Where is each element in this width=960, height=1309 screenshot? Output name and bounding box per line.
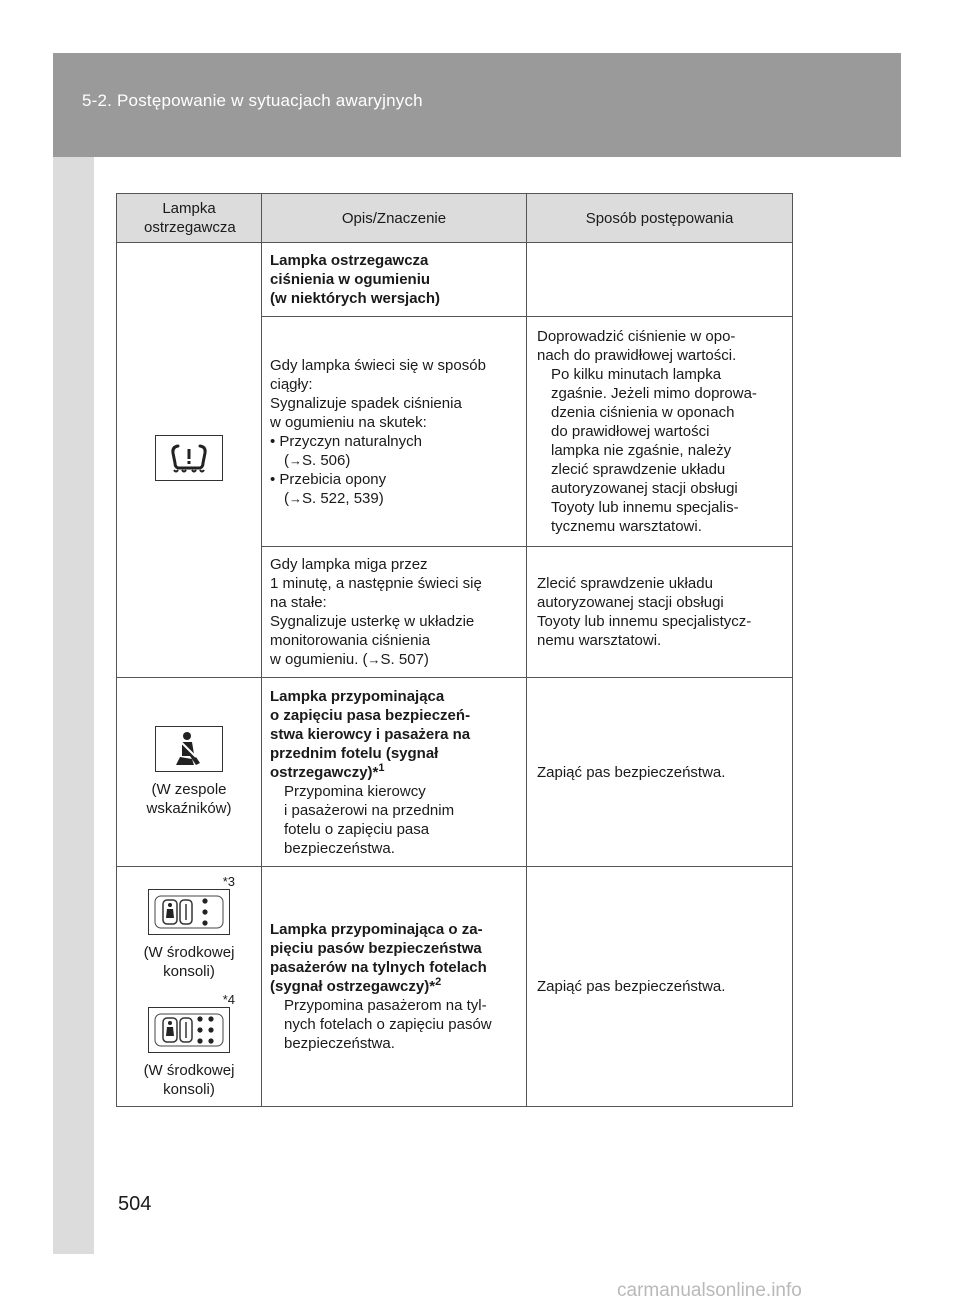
page-number: 504 (118, 1193, 152, 1215)
table-row (117, 678, 793, 867)
rear-belt-caption-2: (W środkowej konsoli) (143, 1061, 235, 1098)
watermark: carmanualsonline.info (617, 1280, 802, 1301)
col-lamp-header: Lampka ostrzegawcza (117, 194, 262, 243)
arrow-right-icon: → (289, 452, 302, 468)
warning-lamp-table (116, 193, 793, 1107)
tpms-steady-action: Doprowadzić ciśnienie w opo- nach do prawidłowej wartości. Po kilku minutach lampka zgaśnie. Jeżeli mimo doprowa- dzenia ciśnienia w oponach do prawidłowej wartości lampka nie zgaśnie, należy zlecić sprawdzenie układu autoryzowanej stacji obsługi Toyoty lub innemu specjalis- tycznemu warsztatowi. (527, 317, 793, 547)
tpms-icon-cell (117, 243, 262, 678)
table-row (117, 243, 793, 317)
rear-seatbelt-reminder-icon (148, 1007, 230, 1053)
footnote-marker: *4 (222, 991, 235, 1007)
tire-pressure-warning-icon (155, 435, 223, 481)
col-action-header: Sposób postępowania (527, 194, 793, 243)
arrow-right-icon: → (367, 652, 381, 667)
rear-belt-desc: Lampka przypominająca o za- pięciu pasów bezpieczeństwa pasażerów na tylnych fotelach (sygnał ostrzegawczy)*$^2$ Przypomina pasażerom na tyl- nych fotelach o zapięciu pasów bezpieczeństwa. (262, 867, 527, 1107)
rear-seatbelt-reminder-icon (148, 889, 230, 935)
left-margin-strip (53, 157, 94, 1254)
table-header-row (117, 194, 793, 243)
rear-belt-caption-1: (W środkowej konsoli) (143, 943, 235, 980)
table-row (117, 867, 793, 1107)
rear-belt-action: Zapiąć pas bezpieczeństwa. (527, 867, 793, 1107)
seatbelt-reminder-icon (155, 726, 223, 772)
tpms-blink-action: Zlecić sprawdzenie układu autoryzowanej stacji obsługi Toyoty lub innemu specjalistycz- nemu warsztatowi. (527, 547, 793, 678)
rear-belt-icon-cell (117, 867, 262, 1107)
tpms-title-action-empty (527, 243, 793, 317)
col-desc-header: Opis/Znaczenie (262, 194, 527, 243)
tpms-title: Lampka ostrzegawcza ciśnienia w ogumieniu (w niektórych wersjach) (262, 243, 527, 317)
front-belt-icon-cell (117, 678, 262, 867)
front-belt-action: Zapiąć pas bezpieczeństwa. (527, 678, 793, 867)
front-belt-caption: (W zespole wskaźników) (146, 781, 232, 817)
tpms-blink-desc: Gdy lampka miga przez 1 minutę, a następnie świeci się na stałe: Sygnalizuje usterkę w układzie monitorowania ciśnienia w ogumieniu. (→S. 507) (262, 547, 527, 678)
footnote-marker: *3 (222, 873, 235, 889)
tpms-steady-desc: Gdy lampka świeci się w sposób ciągły: Sygnalizuje spadek ciśnienia w ogumieniu na skutek: • Przyczyn naturalnych (→S. 506) • Przebicia opony (→S. 522, 539) (262, 317, 527, 547)
section-title: 5-2. Postępowanie w sytuacjach awaryjnych (82, 91, 423, 110)
arrow-right-icon: → (289, 490, 302, 506)
front-belt-desc: Lampka przypominająca o zapięciu pasa bezpieczeń- stwa kierowcy i pasażera na przednim fotelu (sygnał ostrzegawczy)*$^1$ Przypomina kierowcy i pasażerowi na przednim fotelu o zapięciu pasa bezpieczeństwa. (262, 678, 527, 867)
